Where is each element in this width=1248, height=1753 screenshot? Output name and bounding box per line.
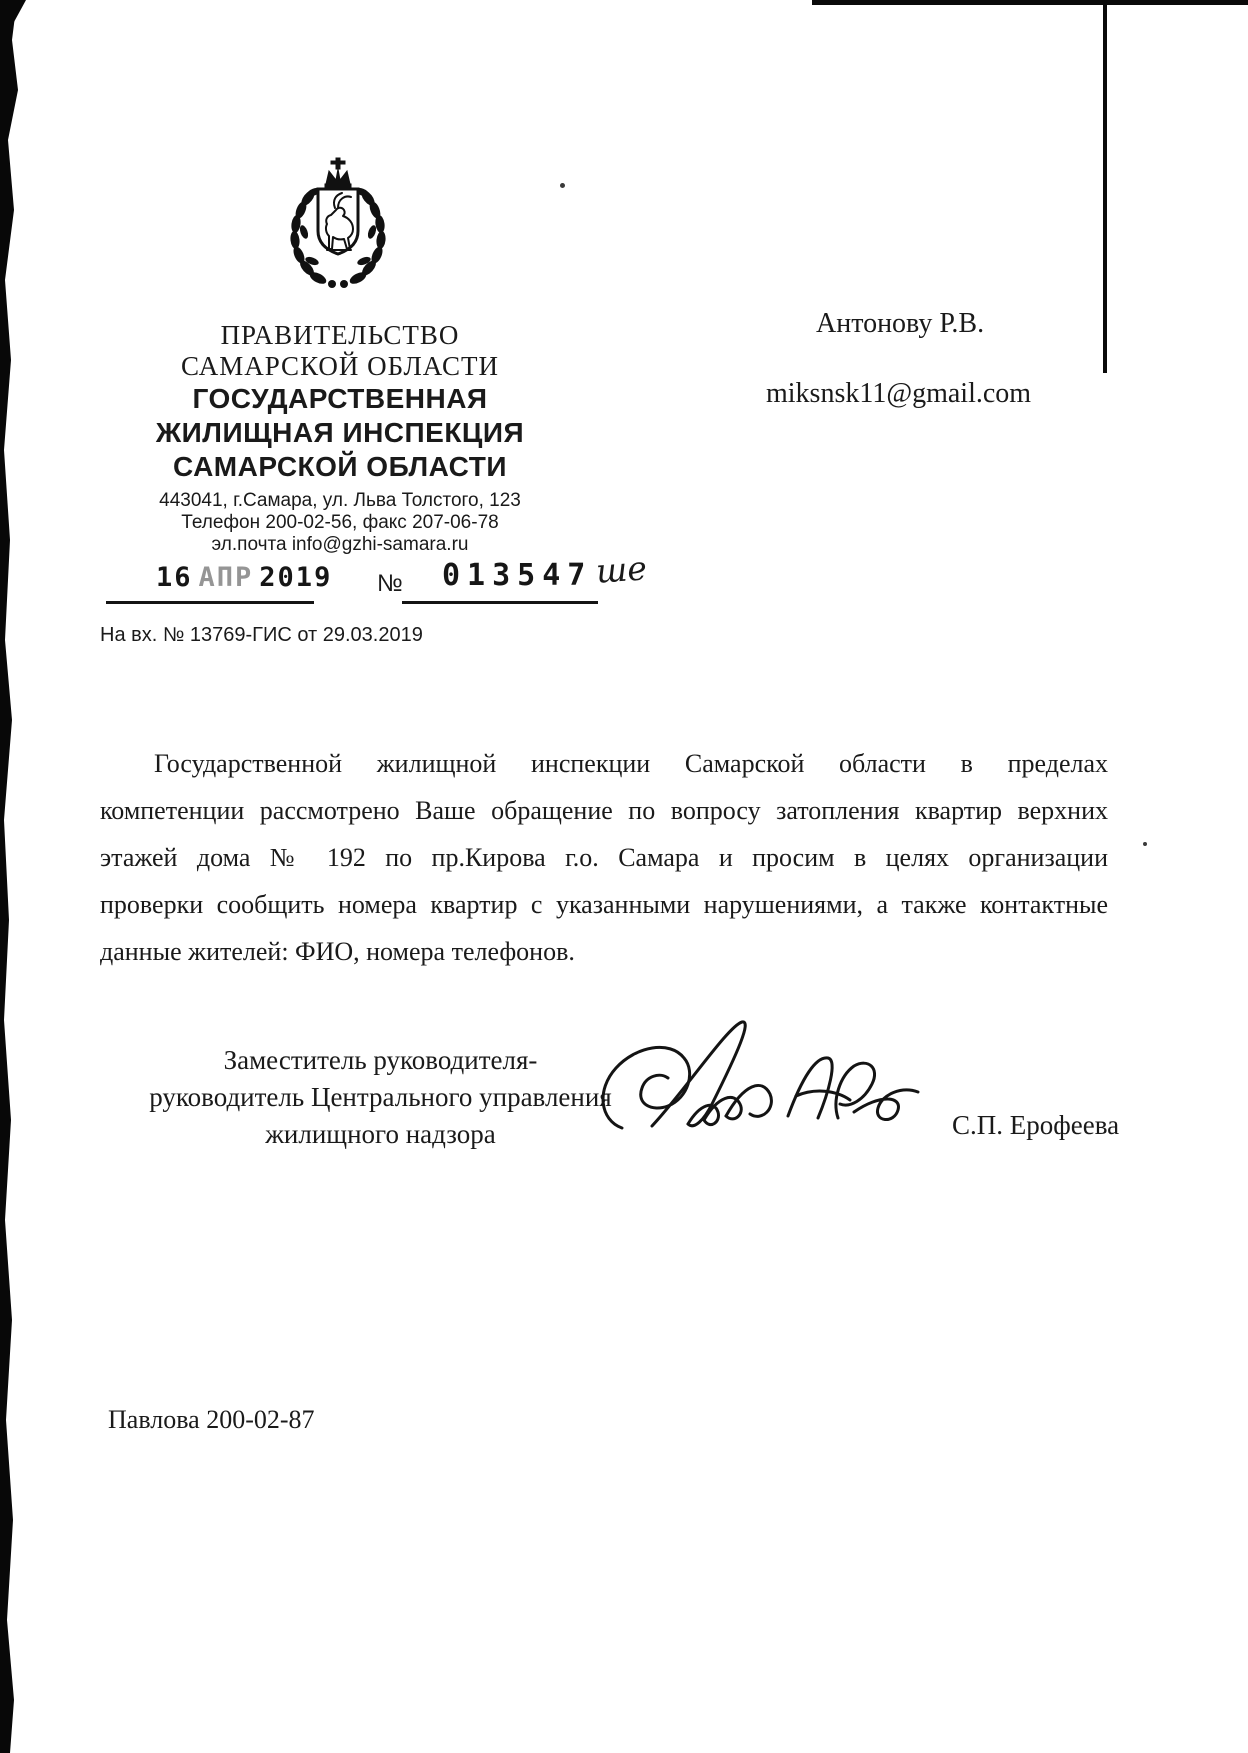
signer-title-line1: Заместитель руководителя- [223,1045,538,1075]
signer-title-line2: руководитель Центрального управления [149,1082,612,1112]
government-name-line1: ПРАВИТЕЛЬСТВО [220,320,460,350]
org-email: эл.почта info@gzhi-samara.ru [211,534,469,555]
letterhead [110,320,570,556]
government-name-line2: САМАРСКОЙ ОБЛАСТИ [181,351,499,381]
number-sign: № [377,570,403,597]
incoming-reference-line: На вх. № 13769-ГИС от 29.03.2019 [100,624,423,646]
body-line: компетенции рассмотрено Ваше обращение по вопросу затопления квартир верхних [100,796,1108,825]
body-line: проверки сообщить номера квартир с указанными нарушениями, а также контактные [100,890,1108,919]
outgoing-number: 013547 [442,558,593,593]
outgoing-date-stamp [156,562,332,593]
org-address: 443041, г.Самара, ул. Льва Толстого, 123 [159,490,521,511]
executor-contact: Павлова 200-02-87 [108,1405,315,1434]
date-underline [106,601,314,604]
signer-title [128,1042,633,1153]
samara-coat-of-arms-icon [274,156,402,302]
recipient-name: Антонову Р.В. [816,308,985,339]
recipient-email: miksnsk11@gmail.com [766,378,1032,409]
org-name-line3: САМАРСКОЙ ОБЛАСТИ [173,451,507,482]
stamp-year: 2019 [259,562,333,593]
contact-block [110,490,570,556]
scan-speck [560,183,565,188]
letter-body [100,740,1108,975]
body-line: этажей дома № 192 по пр.Кирова г.о. Самара и просим в целях организации [100,843,1108,872]
handwritten-signature-icon [592,1008,992,1168]
body-line: Государственной жилищной инспекции Самарской области в пределах [154,749,1108,778]
scan-artifact-left-edge [0,0,26,1753]
stamp-month: АПР [198,562,254,593]
scan-artifact-top-line [812,0,1248,5]
org-phone: Телефон 200-02-56, факс 207-06-78 [181,512,499,533]
number-underline [402,601,598,604]
handwritten-number-suffix: ше [594,548,649,591]
stamp-day: 16 [156,562,193,593]
signer-name: С.П. Ерофеева [952,1110,1120,1140]
body-line: данные жителей: ФИО, номера телефонов. [100,937,575,966]
org-name-line2: ЖИЛИЩНАЯ ИНСПЕКЦИЯ [155,417,525,448]
scan-speck [1143,842,1147,846]
org-name-line1: ГОСУДАРСТВЕННАЯ [192,383,488,414]
scan-artifact-right-line [1103,0,1107,373]
signer-title-line3: жилищного надзора [265,1119,496,1149]
